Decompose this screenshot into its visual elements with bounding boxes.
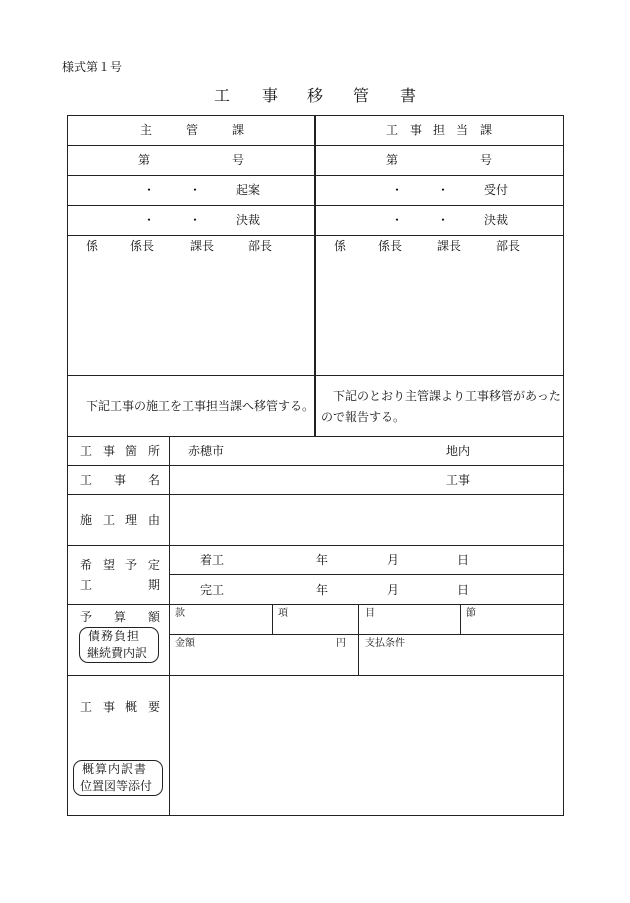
right-decision-dot-2: ・	[437, 213, 450, 227]
budget-label-char-1: 予	[80, 610, 93, 624]
line-h675	[67, 675, 564, 676]
line-h175	[67, 175, 564, 176]
line-v358	[358, 604, 359, 675]
reason-label-char-4: 由	[148, 513, 161, 527]
line-h494	[67, 494, 564, 495]
right-number-suffix: 号	[480, 153, 493, 167]
budget-sub-continuing: 継続費内訳	[87, 646, 148, 660]
left-stamp-chief: 係長	[130, 239, 155, 253]
form-number: 様式第１号	[62, 60, 123, 74]
period-start-label: 着工	[200, 553, 225, 567]
budget-label-char-2: 算	[114, 610, 127, 624]
period-end-label: 完工	[200, 583, 225, 597]
period-end-year: 年	[316, 583, 329, 597]
left-stamp-director: 部長	[248, 239, 273, 253]
summary-sub-estimate: 概算内訳書	[82, 762, 148, 776]
period-end-month: 月	[387, 583, 400, 597]
location-label-char-2: 事	[103, 444, 116, 458]
left-decision-label: 決裁	[236, 213, 261, 227]
period-start-year: 年	[316, 553, 329, 567]
title-char-5: 書	[400, 86, 417, 105]
location-label-char-3: 箇	[125, 444, 138, 458]
right-dept-char-5: 課	[480, 123, 493, 137]
reason-label-char-2: 工	[103, 513, 116, 527]
right-report-note-line2: ので報告する。	[321, 410, 406, 424]
line-h145	[67, 145, 564, 146]
period-label-char-4: 定	[148, 558, 161, 572]
right-received-label: 受付	[484, 183, 509, 197]
left-draft-label: 起案	[236, 183, 261, 197]
budget-kou: 項	[278, 608, 288, 619]
left-transfer-note: 下記工事の施工を工事担当課へ移管する。	[86, 399, 315, 413]
line-h205	[67, 205, 564, 206]
left-dept-char-1: 主	[140, 123, 153, 137]
period-end-day: 日	[457, 583, 470, 597]
period-start-month: 月	[387, 553, 400, 567]
budget-setsu: 節	[466, 608, 476, 619]
line-h574	[169, 574, 564, 575]
left-number-prefix: 第	[138, 153, 151, 167]
right-date-dot-2: ・	[437, 183, 450, 197]
summary-label-char-1: 工	[80, 700, 93, 714]
budget-amount-label: 金額	[175, 638, 195, 649]
left-decision-dot-2: ・	[189, 213, 202, 227]
line-h375	[67, 375, 564, 376]
right-stamp-chief: 係長	[378, 239, 403, 253]
summary-label-char-2: 事	[103, 700, 116, 714]
location-label-char-4: 所	[148, 444, 161, 458]
title-char-4: 管	[353, 86, 370, 105]
reason-label-char-1: 施	[80, 513, 93, 527]
budget-sub-debt: 債務負担	[88, 629, 141, 643]
budget-payment-terms: 支払条件	[365, 638, 405, 649]
reason-label-char-3: 理	[125, 513, 138, 527]
left-number-suffix: 号	[232, 153, 245, 167]
budget-label-char-3: 額	[148, 610, 161, 624]
location-label-char-1: 工	[80, 444, 93, 458]
line-v272	[272, 604, 273, 634]
line-h436	[67, 436, 564, 437]
header-center-divider	[314, 115, 316, 436]
right-dept-char-3: 担	[433, 123, 446, 137]
title-char-2: 事	[262, 86, 279, 105]
location-city: 赤穂市	[188, 444, 225, 458]
right-number-prefix: 第	[386, 153, 399, 167]
budget-yen: 円	[336, 638, 346, 649]
name-label-char-1: 工	[80, 473, 93, 487]
line-h545	[67, 545, 564, 546]
right-stamp-director: 部長	[496, 239, 521, 253]
right-dept-char-1: 工	[386, 123, 399, 137]
left-dept-char-2: 管	[186, 123, 199, 137]
right-decision-dot-1: ・	[391, 213, 404, 227]
summary-sub-location-map: 位置図等添付	[80, 779, 153, 793]
period-label-char-5: 工	[80, 578, 93, 592]
location-suffix: 地内	[446, 444, 471, 458]
name-label-char-3: 名	[148, 473, 161, 487]
title-char-3: 移	[307, 86, 324, 105]
line-h235	[67, 235, 564, 236]
right-dept-char-4: 当	[456, 123, 469, 137]
line-h634	[169, 634, 564, 635]
left-decision-dot-1: ・	[143, 213, 156, 227]
left-date-dot-1: ・	[143, 183, 156, 197]
border-bottom	[67, 815, 564, 816]
name-label-char-2: 事	[114, 473, 127, 487]
name-suffix: 工事	[446, 473, 471, 487]
right-dept-char-2: 事	[410, 123, 423, 137]
budget-kan: 款	[175, 608, 185, 619]
line-v460	[460, 604, 461, 634]
period-label-char-3: 予	[125, 558, 138, 572]
period-label-char-6: 期	[148, 578, 161, 592]
left-stamp-staff: 係	[86, 239, 99, 253]
summary-label-char-4: 要	[148, 700, 161, 714]
period-start-day: 日	[457, 553, 470, 567]
period-label-char-1: 希	[80, 558, 93, 572]
period-label-char-2: 望	[103, 558, 116, 572]
right-date-dot-1: ・	[391, 183, 404, 197]
title-char-1: 工	[214, 86, 231, 105]
left-date-dot-2: ・	[189, 183, 202, 197]
right-report-note-line1: 下記のとおり主管課より工事移管があった	[333, 389, 561, 403]
left-stamp-section-head: 課長	[190, 239, 215, 253]
left-dept-char-3: 課	[232, 123, 245, 137]
budget-moku: 目	[365, 608, 375, 619]
label-column-divider	[169, 436, 170, 816]
right-stamp-staff: 係	[334, 239, 347, 253]
summary-label-char-3: 概	[125, 700, 138, 714]
line-h465	[67, 465, 564, 466]
right-decision-label: 決裁	[484, 213, 509, 227]
right-stamp-section-head: 課長	[437, 239, 462, 253]
line-h604	[67, 604, 564, 605]
